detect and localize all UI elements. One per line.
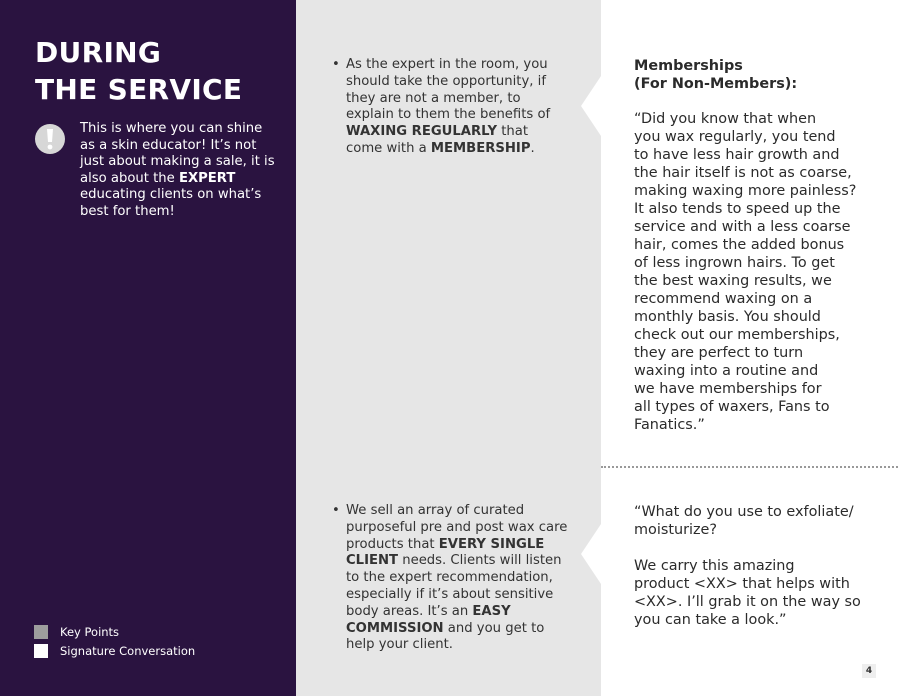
quote-line: Fanatics.” — [634, 417, 705, 433]
quote-line: the best waxing results, we — [634, 273, 832, 289]
title-line-2: THE SERVICE — [35, 73, 243, 106]
key-point-text: We sell an array of curated purposeful pre and post wax care products that EVERY SINGLE CLIENT needs. Clients will listen to the expert recommendation, especially if it’s about sensitive body areas. It’s an EASY COMMISSION and you get to help your client. — [346, 503, 568, 653]
key-point-products — [332, 503, 568, 654]
legend-swatch-white — [34, 644, 48, 658]
quote-line: We carry this amazing — [634, 558, 795, 574]
page-title — [35, 34, 242, 108]
quote-line: they are perfect to turn — [634, 345, 804, 361]
legend-swatch-grey — [34, 625, 48, 639]
quote-line: “Did you know that when — [634, 111, 817, 127]
membership-conversation — [634, 110, 866, 434]
quote-line: <XX>. I’ll grab it on the way so — [634, 594, 861, 610]
pointer-arrow — [581, 524, 601, 584]
quote-line: recommend waxing on a — [634, 291, 813, 307]
legend-key-points — [34, 622, 195, 641]
quote-line: making waxing more painless? — [634, 183, 857, 199]
exclamation-icon — [35, 124, 65, 154]
quote-line: check out our memberships, — [634, 327, 840, 343]
legend-label: Signature Conversation — [60, 643, 196, 658]
page-number: 4 — [862, 664, 876, 678]
title-line-1: DURING — [35, 36, 162, 69]
quote-line: we have memberships for — [634, 381, 822, 397]
legend — [34, 622, 195, 660]
quote-line: all types of waxers, Fans to — [634, 399, 830, 415]
legend-signature-conversation — [34, 641, 195, 660]
quote-line: you wax regularly, you tend — [634, 129, 836, 145]
quote-line: moisturize? — [634, 522, 718, 538]
quote-line: to have less hair growth and — [634, 147, 840, 163]
quote-line: monthly basis. You should — [634, 309, 821, 325]
exfoliate-conversation — [634, 503, 866, 629]
pointer-arrow — [581, 76, 601, 136]
quote-line: you can take a look.” — [634, 612, 787, 628]
dotted-divider — [601, 466, 898, 468]
quote-line: service and with a less coarse — [634, 219, 851, 235]
key-point-membership — [332, 57, 568, 158]
quote-line: “What do you use to exfoliate/ — [634, 504, 854, 520]
quote-line: It also tends to speed up the — [634, 201, 841, 217]
intro-text: This is where you can shine as a skin educator! It’s not just about making a sale, it is also about the EXPERT educating clients on what’s best for them! — [80, 121, 275, 219]
key-point-text: As the expert in the room, you should take the opportunity, if they are not a member, to explain to them the benefits of WAXING REGULARLY that come with a MEMBERSHIP. — [346, 57, 551, 156]
legend-label: Key Points — [60, 624, 120, 639]
quote-line: of less ingrown hairs. To get — [634, 255, 835, 271]
quote-line — [634, 539, 866, 557]
quote-line: waxing into a routine and — [634, 363, 819, 379]
quote-line: hair, comes the added bonus — [634, 237, 845, 253]
bullet-icon: • — [332, 503, 340, 518]
memberships-heading: Memberships (For Non-Members): — [634, 58, 798, 92]
quote-line: the hair itself is not as coarse, — [634, 165, 852, 181]
bullet-icon: • — [332, 57, 340, 72]
quote-line: product <XX> that helps with — [634, 576, 850, 592]
